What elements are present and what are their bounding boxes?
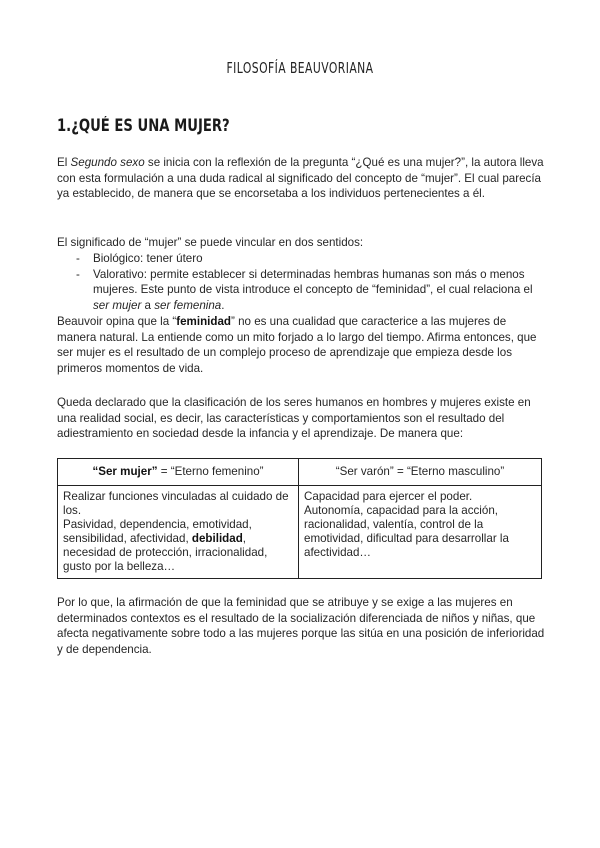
meaning-lead: El significado de “mujer” se puede vincular en dos sentidos: bbox=[57, 236, 364, 249]
beauvoir-paragraph bbox=[57, 314, 545, 376]
debilidad-term: debilidad bbox=[191, 532, 243, 545]
list-item bbox=[57, 267, 545, 314]
section-heading: 1.¿QUÉ ES UNA MUJER? bbox=[57, 116, 230, 135]
cell-ser-mujer bbox=[58, 486, 299, 579]
bullet-emphasis: ser femenina bbox=[154, 298, 222, 312]
cell-line bbox=[63, 518, 293, 574]
conclusion-paragraph: Por lo que, la afirmación de que la feminidad que se atribuye y se exige a las mujeres en determinados contextos es el resultado de la socialización diferenciada de niños y niñas, que afecta negativamente sobre todo a las mujeres porque las sitúa en una posición de inferioridad y de dependencia. bbox=[57, 596, 545, 656]
document-title: FILOSOFÍA BEAUVORIANA bbox=[226, 59, 374, 77]
bullet-connector: a bbox=[141, 298, 155, 312]
list-dash: - bbox=[76, 267, 80, 281]
table-header-row bbox=[58, 459, 542, 486]
list-dash: - bbox=[76, 252, 80, 265]
feminidad-term: feminidad bbox=[176, 315, 232, 328]
beauvoir-prefix: Beauvoir opina que la “ bbox=[57, 315, 177, 328]
cell-text: , necesidad de protección, irracionalidad, gusto por la belleza… bbox=[63, 532, 268, 573]
cell-line: Capacidad para ejercer el poder. bbox=[304, 490, 473, 503]
bullet-end: . bbox=[221, 298, 225, 312]
bullet-emphasis: ser mujer bbox=[93, 298, 142, 312]
comparison-table bbox=[57, 458, 542, 579]
header-ser-mujer bbox=[58, 459, 299, 486]
cell-line: Autonomía, capacidad para la acción, racionalidad, valentía, control de la emotividad, dificultad para desarrollar la afectividad… bbox=[304, 504, 509, 559]
list-item bbox=[57, 251, 545, 267]
bullet-biologico: Biológico: tener útero bbox=[93, 252, 203, 265]
intro-rest: se inicia con la reflexión de la pregunta “¿Qué es una mujer?”, la autora lleva con esta formulación a una duda radical al significado del concepto de “mujer”. El cual parecía ya establecido, de manera que se encorsetaba a los individuos pertenecientes a él. bbox=[57, 156, 544, 201]
cell-text: Pasividad, dependencia, emotividad, sensibilidad, afectividad, bbox=[63, 518, 252, 545]
cell-line: Realizar funciones vinculadas al cuidado de los. bbox=[63, 490, 289, 517]
header-ser-mujer-bold: “Ser mujer” bbox=[92, 465, 158, 478]
beauvoir-rest: ” no es una cualidad que caracterice a las mujeres de manera natural. La entiende como un mito forjado a lo largo del tiempo. Afirma entonces, que ser mujer es el resultado de un complejo proceso de aprendizaje que empieza desde los primeros momentos de vida. bbox=[57, 315, 537, 375]
meaning-list bbox=[57, 251, 545, 313]
cell-ser-varon bbox=[299, 486, 542, 579]
intro-paragraph bbox=[57, 155, 545, 202]
table-row bbox=[58, 486, 542, 579]
classification-paragraph: Queda declarado que la clasificación de los seres humanos en hombres y mujeres existe en una realidad social, es decir, las características y comportamientos son el resultado del adiestramiento en sociedad desde la infancia y el aprendizaje. De manera que: bbox=[57, 396, 531, 441]
header-ser-mujer-rest: = “Eterno femenino” bbox=[157, 465, 264, 478]
intro-prefix: El bbox=[57, 156, 71, 169]
header-ser-varon: “Ser varón” = “Eterno masculino” bbox=[299, 459, 542, 486]
bullet-valorativo: Valorativo: permite establecer si determinadas hembras humanas son más o menos mujeres. Este punto de vista introduce el concepto de “feminidad”, el cual relaciona el bbox=[93, 267, 533, 297]
book-title: Segundo sexo bbox=[70, 156, 145, 169]
